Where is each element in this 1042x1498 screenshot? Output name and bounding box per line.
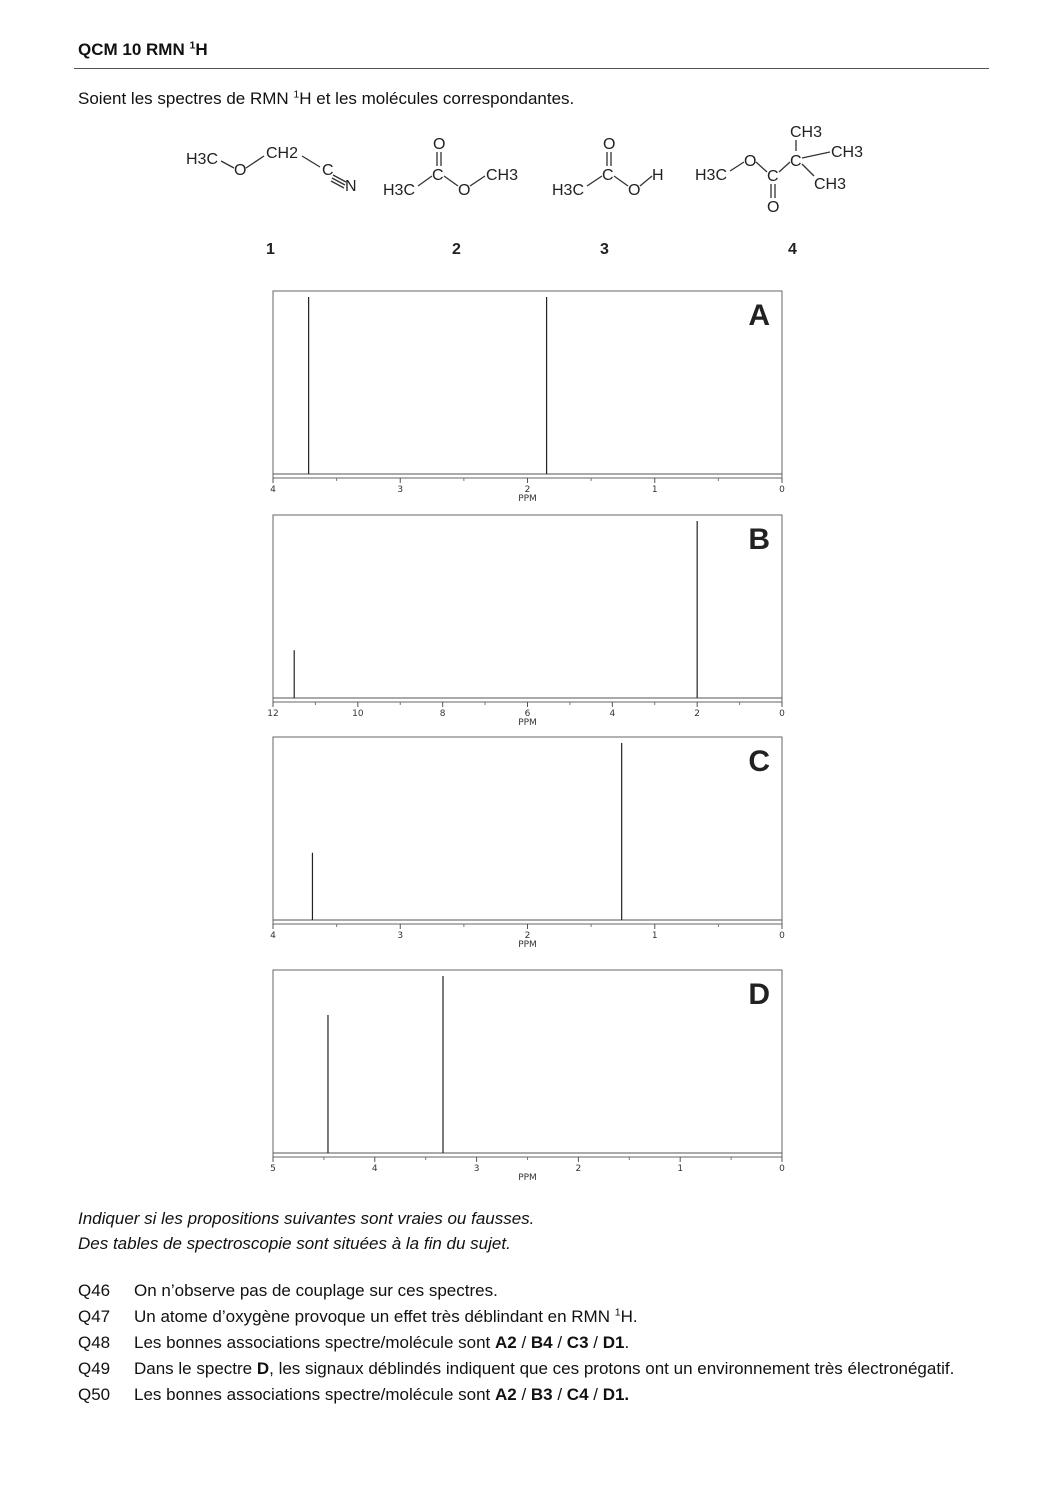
spectrum-d-tick-label: 5 xyxy=(270,1164,276,1174)
spectrum-a-chart xyxy=(262,286,792,516)
spectrum-a-tick-label: 1 xyxy=(651,485,658,495)
spectrum-d-xlabel: PPM xyxy=(518,1173,537,1183)
spectrum-c-tick-label: 3 xyxy=(397,931,404,941)
spectrum-b-tick-label: 8 xyxy=(439,709,446,719)
molecule-1 xyxy=(186,145,357,258)
question-text: Les bonnes associations spectre/molécule sont A2 / B3 / C4 / D1. xyxy=(134,1385,630,1404)
spectrum-c-tick-label: 0 xyxy=(779,931,785,941)
spectrum-d-tick-label: 4 xyxy=(371,1164,378,1174)
intro-text: Soient les spectres de RMN $^1$H et les molécules correspondantes. xyxy=(78,88,575,108)
mol3-c: C xyxy=(602,167,614,184)
instructions-line-1: Indiquer si les propositions suivantes sont vraies ou fausses. xyxy=(78,1209,535,1228)
mol1-number: 1 xyxy=(266,241,275,258)
question-q48 xyxy=(78,1330,993,1356)
question-number: Q50 xyxy=(78,1385,111,1404)
spectrum-c-tick-label: 4 xyxy=(270,931,276,941)
instructions-line-2: Des tables de spectroscopie sont situées à la fin du sujet. xyxy=(78,1234,511,1253)
spectrum-b-tick-label: 10 xyxy=(352,709,364,719)
spectrum-a-title: A xyxy=(748,299,770,332)
mol4-o: O xyxy=(744,153,757,170)
mol1-h3c: H3C xyxy=(186,151,219,168)
mol2-number: 2 xyxy=(452,241,461,258)
mol3-o: O xyxy=(628,182,641,199)
mol3-number: 3 xyxy=(600,241,609,258)
mol4-c-carbonyl: C xyxy=(767,168,779,185)
spectrum-d-frame xyxy=(273,970,782,1157)
spectrum-a-tick-label: 0 xyxy=(779,485,785,495)
question-number: Q47 xyxy=(78,1307,111,1326)
spectrum-c-tick-label: 2 xyxy=(524,931,531,941)
spectrum-a-tick-label: 3 xyxy=(397,485,404,495)
question-q49 xyxy=(78,1356,993,1382)
mol2-o-top: O xyxy=(433,136,446,153)
spectrum-a-tick-label: 2 xyxy=(524,485,531,495)
question-text: On n’observe pas de couplage sur ces spectres. xyxy=(134,1281,498,1300)
mol2-o: O xyxy=(458,182,471,199)
mol1-ch2: CH2 xyxy=(266,145,299,162)
question-q47 xyxy=(78,1304,993,1330)
spectrum-b-tick-label: 6 xyxy=(524,709,531,719)
title-divider xyxy=(74,68,989,69)
mol4-h3c: H3C xyxy=(695,167,728,184)
question-text: Les bonnes associations spectre/molécule sont A2 / B4 / C3 / D1. xyxy=(134,1333,630,1352)
spectrum-d-tick-label: 1 xyxy=(677,1164,684,1174)
spectrum-b-frame xyxy=(273,515,782,702)
spectrum-b-tick-label: 0 xyxy=(779,709,785,719)
instructions xyxy=(78,1206,534,1256)
spectrum-c-frame xyxy=(273,737,782,924)
spectrum-d-tick-label: 2 xyxy=(575,1164,582,1174)
mol4-ch3-bottom: CH3 xyxy=(814,176,847,193)
molecule-3 xyxy=(552,136,664,258)
question-text: Un atome d’oxygène provoque un effet très déblindant en RMN $^1$H. xyxy=(134,1306,638,1326)
mol2-c: C xyxy=(432,167,444,184)
question-q46 xyxy=(78,1278,993,1304)
mol4-ch3-top: CH3 xyxy=(790,124,823,141)
spectrum-b-chart xyxy=(262,510,792,740)
spectrum-c-tick-label: 1 xyxy=(651,931,658,941)
mol2-h3c: H3C xyxy=(383,182,416,199)
mol3-o-top: O xyxy=(603,136,616,153)
spectrum-c-title: C xyxy=(748,745,770,778)
page-title: QCM 10 RMN $^1$H xyxy=(78,39,208,59)
mol1-o: O xyxy=(234,162,247,179)
spectrum-b-tick-label: 4 xyxy=(609,709,616,719)
mol1-n: N xyxy=(345,178,357,195)
spectrum-a-frame xyxy=(273,291,782,478)
question-number: Q48 xyxy=(78,1333,111,1352)
mol2-ch3: CH3 xyxy=(486,167,519,184)
spectrum-d-tick-label: 3 xyxy=(473,1164,480,1174)
spectrum-a-xlabel: PPM xyxy=(518,494,537,504)
question-number: Q49 xyxy=(78,1359,111,1378)
spectrum-c-xlabel: PPM xyxy=(518,940,537,950)
molecule-2 xyxy=(383,136,518,258)
molecule-4 xyxy=(695,124,863,258)
mol4-o-bottom: O xyxy=(767,199,780,216)
mol4-number: 4 xyxy=(788,241,797,258)
mol3-h3c: H3C xyxy=(552,182,585,199)
spectrum-b-tick-label: 12 xyxy=(267,709,279,719)
mol3-h: H xyxy=(652,167,664,184)
spectrum-b-tick-label: 2 xyxy=(694,709,701,719)
spectrum-b-xlabel: PPM xyxy=(518,718,537,728)
spectrum-c-chart xyxy=(262,732,792,962)
mol1-c: C xyxy=(322,162,334,179)
spectrum-d-title: D xyxy=(748,978,770,1011)
spectrum-a-tick-label: 4 xyxy=(270,485,276,495)
spectrum-d-tick-label: 0 xyxy=(779,1164,785,1174)
mol4-c-quaternary: C xyxy=(790,153,802,170)
spectrum-d-chart xyxy=(262,965,792,1195)
spectrum-b-title: B xyxy=(748,523,770,556)
mol4-ch3-right: CH3 xyxy=(831,144,864,161)
molecule-structures xyxy=(150,112,910,262)
question-number: Q46 xyxy=(78,1281,111,1300)
question-list xyxy=(78,1278,993,1408)
question-q50 xyxy=(78,1382,993,1408)
question-text: Dans le spectre D, les signaux déblindés indiquent que ces protons ont un environnement très électronégatif. xyxy=(134,1359,955,1378)
